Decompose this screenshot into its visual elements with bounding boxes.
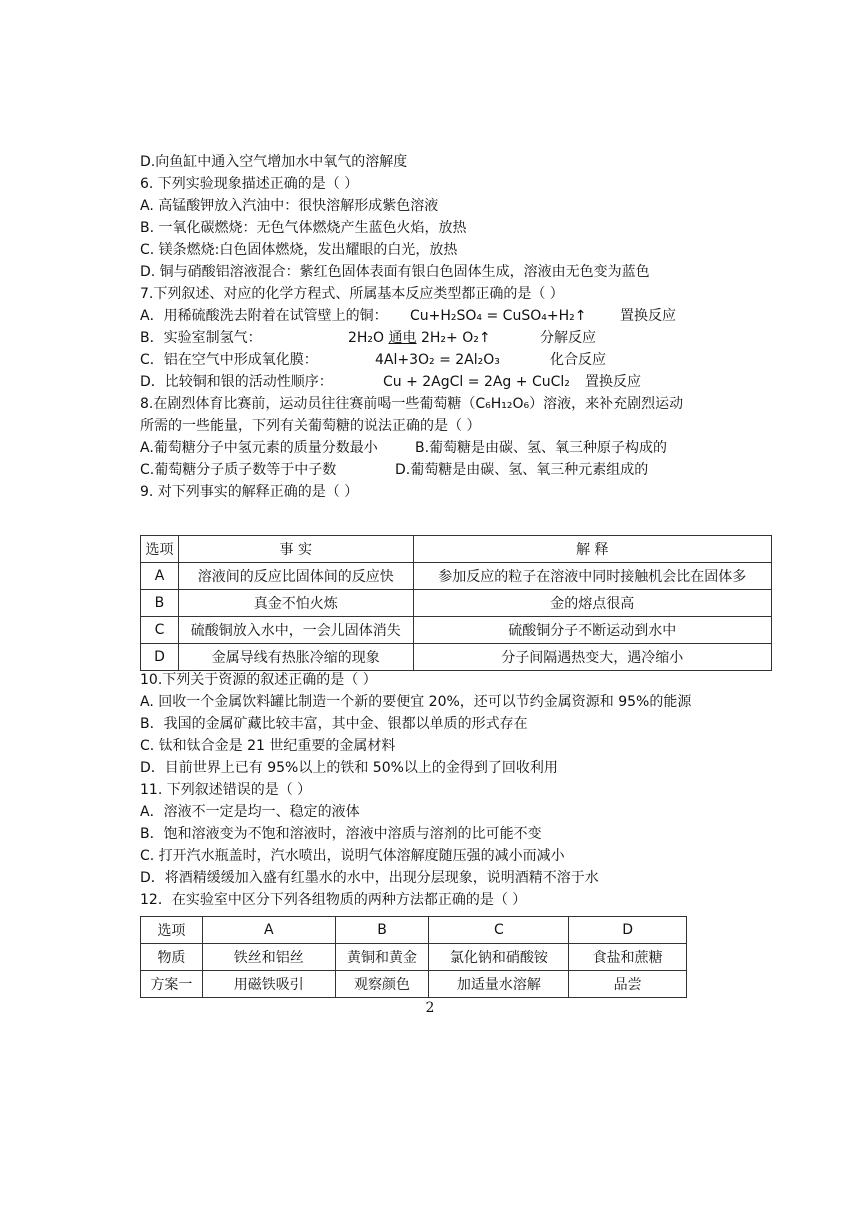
table-header-cell: A — [202, 917, 335, 944]
table-cell: 硫酸铜分子不断运动到水中 — [413, 617, 771, 644]
q7-option-b-equation: 2H₂O 通电 2H₂+ O₂↑ — [348, 330, 491, 346]
question-8-line1: 8.在剧烈体育比赛前，运动员往往赛前喝一些葡萄糖（C₆H₁₂O₆）溶液，来补充剧烈运动 — [140, 396, 684, 412]
table-header-row — [141, 536, 772, 563]
q8-option-b: B.葡萄糖是由碳、氢、氧三种原子构成的 — [415, 440, 668, 456]
q7-option-a-desc: A．用稀硫酸洗去附着在试管壁上的铜： — [140, 308, 388, 324]
table-row — [141, 617, 772, 644]
table-header-cell: D — [569, 917, 687, 944]
table-row — [141, 590, 772, 617]
q7-option-b-type: 分解反应 — [540, 330, 596, 346]
q8-option-c: C.葡萄糖分子质子数等于中子数 — [140, 462, 337, 478]
q7-option-c-type: 化合反应 — [550, 352, 606, 368]
question-9-table — [140, 535, 772, 671]
question-11: 11. 下列叙述错误的是（ ） — [140, 782, 312, 798]
table-header-row — [141, 917, 687, 944]
q11-option-d: D．将酒精缓缓加入盛有红墨水的水中，出现分层现象，说明酒精不溶于水 — [140, 870, 599, 886]
q7-option-d-desc: D．比较铜和银的活动性顺序： — [140, 374, 333, 390]
table-header-cell: 解 释 — [413, 536, 771, 563]
table-cell: B — [141, 590, 179, 617]
q8-option-a: A.葡萄糖分子中氢元素的质量分数最小 — [140, 440, 378, 456]
q10-option-c: C. 钛和钛合金是 21 世纪重要的金属材料 — [140, 738, 396, 754]
table-cell: 品尝 — [569, 971, 687, 998]
table-cell: 黄铜和黄金 — [335, 944, 429, 971]
table-cell: 参加反应的粒子在溶液中同时接触机会比在固体多 — [413, 563, 771, 590]
table-cell: 铁丝和铝丝 — [202, 944, 335, 971]
table-cell: 氯化钠和硝酸铵 — [429, 944, 569, 971]
table-cell: 物质 — [141, 944, 203, 971]
q10-option-d: D．目前世界上已有 95%以上的铁和 50%以上的金得到了回收利用 — [140, 760, 558, 776]
question-12-table — [140, 916, 687, 998]
q7-option-b-desc: B．实验室制氢气： — [140, 330, 262, 346]
table-cell: 溶液间的反应比固体间的反应快 — [178, 563, 413, 590]
q6-option-a: A. 高锰酸钾放入汽油中：很快溶解形成紫色溶液 — [140, 198, 439, 214]
page-number: 2 — [425, 1000, 435, 1016]
table-cell: 分子间隔遇热变大，遇冷缩小 — [413, 644, 771, 671]
q7-option-d-equation: Cu + 2AgCl = 2Ag + CuCl₂ — [383, 374, 570, 390]
question-8-line2: 所需的一些能量，下列有关葡萄糖的说法正确的是（ ） — [140, 418, 481, 434]
table-cell: 硫酸铜放入水中，一会儿固体消失 — [178, 617, 413, 644]
q11-option-a: A．溶液不一定是均一、稳定的液体 — [140, 804, 360, 820]
q7-option-c-desc: C．铝在空气中形成氧化膜： — [140, 352, 318, 368]
q11-option-b: B．饱和溶液变为不饱和溶液时，溶液中溶质与溶剂的比可能不变 — [140, 826, 542, 842]
table-header-cell: 选项 — [141, 536, 179, 563]
table-header-cell: 选项 — [141, 917, 203, 944]
table-row — [141, 563, 772, 590]
question-9: 9. 对下列事实的解释正确的是（ ） — [140, 484, 359, 500]
table-cell: 金的熔点很高 — [413, 590, 771, 617]
question-12: 12．在实验室中区分下列各组物质的两种方法都正确的是（ ） — [140, 892, 527, 908]
q8-option-d: D.葡萄糖是由碳、氢、氧三种元素组成的 — [395, 462, 649, 478]
question-6: 6. 下列实验现象描述正确的是（ ） — [140, 176, 359, 192]
q11-option-c: C. 打开汽水瓶盖时，汽水喷出，说明气体溶解度随压强的减小而减小 — [140, 848, 565, 864]
table-cell: 方案一 — [141, 971, 203, 998]
q7-option-c-equation: 4Al+3O₂ = 2Al₂O₃ — [375, 352, 500, 368]
q10-option-a: A. 回收一个金属饮料罐比制造一个新的要便宜 20%，还可以节约金属资源和 95%的能源 — [140, 694, 692, 710]
table-header-cell: C — [429, 917, 569, 944]
table-cell: C — [141, 617, 179, 644]
table-header-cell: B — [335, 917, 429, 944]
table-header-cell: 事 实 — [178, 536, 413, 563]
q6-option-d: D. 铜与硝酸铝溶液混合：紫红色固体表面有银白色固体生成，溶液由无色变为蓝色 — [140, 264, 650, 280]
table-row — [141, 644, 772, 671]
table-row — [141, 971, 687, 998]
table-cell: 观察颜色 — [335, 971, 429, 998]
q10-option-b: B．我国的金属矿藏比较丰富，其中金、银都以单质的形式存在 — [140, 716, 528, 732]
q6-option-c: C. 镁条燃烧:白色固体燃烧，发出耀眼的白光，放热 — [140, 242, 458, 258]
question-10: 10.下列关于资源的叙述正确的是（ ） — [140, 672, 377, 688]
q5-option-d: D.向鱼缸中通入空气增加水中氧气的溶解度 — [140, 154, 408, 170]
table-cell: 食盐和蔗糖 — [569, 944, 687, 971]
q7-option-a-equation: Cu+H₂SO₄ = CuSO₄+H₂↑ — [410, 308, 587, 324]
q7-option-a-type: 置换反应 — [620, 308, 676, 324]
table-row — [141, 944, 687, 971]
table-cell: 金属导线有热胀冷缩的现象 — [178, 644, 413, 671]
table-cell: D — [141, 644, 179, 671]
q6-option-b: B. 一氧化碳燃烧：无色气体燃烧产生蓝色火焰，放热 — [140, 220, 467, 236]
electrolysis-condition: 通电 — [388, 330, 417, 346]
question-7: 7.下列叙述、对应的化学方程式、所属基本反应类型都正确的是（ ） — [140, 286, 564, 302]
q7-option-d-type: 置换反应 — [585, 374, 641, 390]
table-cell: A — [141, 563, 179, 590]
table-cell: 加适量水溶解 — [429, 971, 569, 998]
table-cell: 真金不怕火炼 — [178, 590, 413, 617]
table-cell: 用磁铁吸引 — [202, 971, 335, 998]
